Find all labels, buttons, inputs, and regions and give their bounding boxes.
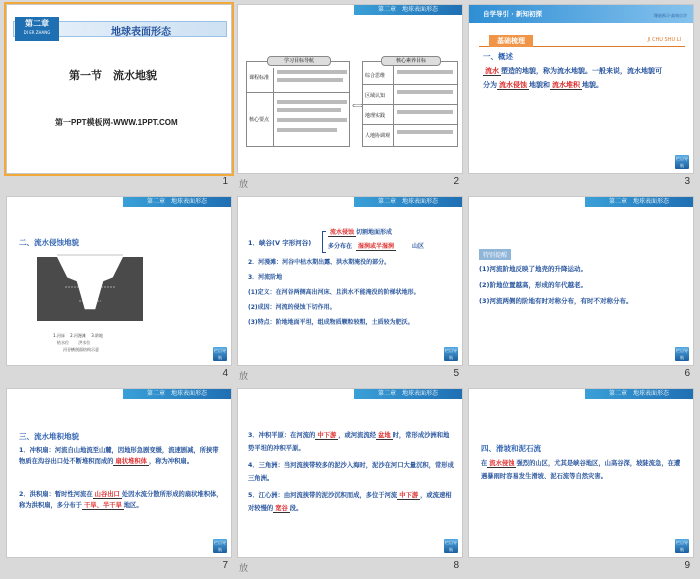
tip-line: (1)河流阶地反映了地壳的升降运动。 (479, 265, 587, 273)
banner-title: 基础梳理 (489, 35, 533, 47)
para-text: 分为 (483, 81, 497, 89)
canyon-line-1 (328, 227, 392, 239)
slide-thumb-5[interactable] (237, 196, 463, 387)
para-text: 多分布在 (328, 243, 353, 250)
slide-thumb-1[interactable] (6, 4, 232, 195)
diagram-caption: 河谷横剖面结构示意 (63, 347, 99, 352)
header-left: 自学导引 · 新知初探 (483, 10, 542, 18)
slide-4[interactable] (6, 196, 232, 366)
terrace-definition: (1)定义：在河谷两侧高出河床、且洪水不能淹没的阶梯状地形。 (248, 289, 420, 296)
para-delta: 4．三角洲：当河流挟带较多的泥沙入海时，泥沙在河口大量沉积，常形成三角洲。 (248, 462, 454, 482)
nav-button[interactable]: 栏目导航 (676, 156, 688, 168)
para-text: ，或河流流经 (338, 432, 377, 439)
slide-2[interactable] (237, 4, 463, 174)
para-text: 地区。 (123, 502, 143, 509)
blank-answer: 扇状堆积体 (115, 458, 147, 465)
slide-header: 第二章 地球表面形态 (354, 389, 462, 399)
label-low-water: 枯水位 (57, 340, 69, 345)
goal-table-left (246, 58, 350, 147)
footer-watermark: 第一PPT模板网-WWW.1PPT.COM (55, 118, 178, 127)
para-text: 3．冲积平原：在河流的 (248, 432, 316, 439)
animation-icon: 放 (239, 564, 249, 574)
para-text: 1．冲积扇：河流自山地流至山麓，因地形急剧变缓，流速剧减，所挟带物质在沟谷出口处不断堆积而成的 (19, 447, 219, 465)
para-text: 地貌和 (529, 81, 550, 89)
para-text: ，称为冲积扇。 (148, 458, 194, 465)
nav-button[interactable]: 栏目导航 (445, 348, 457, 360)
nav-button[interactable]: 栏目导航 (445, 540, 457, 552)
table-header: 学习目标导航 (267, 56, 331, 66)
diagram-labels (53, 333, 103, 339)
slide-thumb-7[interactable] (6, 388, 232, 579)
slide-9[interactable] (468, 388, 694, 558)
nav-button[interactable]: 栏目导航 (676, 540, 688, 552)
tip-line: (3)河流两侧的阶地有时对称分布，有时不对称分布。 (479, 297, 633, 305)
para-text: 地貌。 (582, 81, 603, 89)
header-right: 课前预习·高效自学 (653, 13, 687, 18)
slide-number: 6 (684, 368, 690, 379)
blank-answer: 湿润或半湿润 (358, 243, 395, 250)
slide-1[interactable] (6, 4, 232, 174)
para-text: 2．洪积扇：暂时性河流在 (19, 491, 93, 498)
banner (479, 35, 685, 47)
slide-thumb-9[interactable] (468, 388, 694, 579)
blank-answer: 流水侵蚀 (330, 229, 355, 236)
para-text: 塑造的地貌，称为流水地貌。一般来说，流水地貌可 (501, 67, 662, 75)
blank-answer: 流水侵蚀 (499, 81, 527, 89)
table-row-label: 课程标准 (249, 75, 270, 81)
para-text: 时，常形成沙洲和地势平坦的冲积平原。 (248, 432, 450, 452)
slide-number: 4 (222, 368, 228, 379)
label-riverbed: 1.河床 (53, 333, 65, 338)
slide-header: 第二章 地球表面形态 (585, 389, 693, 399)
blank-answer: 宽谷 (275, 505, 288, 512)
table-row-label: 综合思维 (365, 73, 386, 79)
slide-3[interactable] (468, 4, 694, 174)
slide-header: 第二章 地球表面形态 (354, 197, 462, 207)
slide-header: 第二章 地球表面形态 (123, 197, 231, 207)
slide-8[interactable] (237, 388, 463, 558)
item-canyon: 1．峡谷(V 字形河谷) (248, 239, 312, 247)
item-terrace: 3．河流阶地 (248, 274, 283, 281)
table-header: 核心素养目标 (381, 56, 441, 66)
para-2 (483, 79, 687, 91)
tip-line: (2)阶地位置越高，形成的年代越老。 (479, 281, 587, 289)
slide-number: 9 (684, 560, 690, 571)
slide-header: 第二章 地球表面形态 (585, 197, 693, 207)
animation-icon: 放 (239, 180, 249, 190)
para-plain (248, 429, 454, 455)
link-arrow: ⟺ (352, 101, 364, 110)
item-floodplain: 2．河漫滩：河谷中枯水期出露、洪水期淹没的部分。 (248, 259, 391, 266)
slide-thumb-6[interactable] (468, 196, 694, 387)
terrace-cause: (2)成因：河流的侵蚀下切作用。 (248, 304, 336, 311)
blank-answer: 中下游 (317, 432, 337, 439)
table-row-label: 地理实践 (365, 113, 386, 119)
slide-number: 3 (684, 176, 690, 187)
slide-6[interactable] (468, 196, 694, 366)
para-hazards (481, 457, 685, 483)
para-text: 强烈的山区，尤其是峡谷地区，山高谷深，坡陡流急，在遭遇暴雨时容易发生滑坡、泥石流等自然灾害。 (481, 460, 681, 480)
slide-number: 8 (453, 560, 459, 571)
para-text: 切割地面形成 (356, 229, 393, 236)
blank-answer: 盆地 (378, 432, 391, 439)
terrace-feature: (3)特点：阶地地面平坦，组成物质颗粒较粗，土质较为肥沃。 (248, 319, 414, 326)
para-1 (483, 65, 687, 77)
blank-answer: 中下游 (399, 492, 419, 499)
slide-5[interactable] (237, 196, 463, 366)
section-heading: 一、概述 (483, 52, 513, 61)
nav-button[interactable]: 栏目导航 (214, 540, 226, 552)
section-heading: 三、流水堆积地貌 (19, 432, 79, 441)
para-text: 段。 (289, 505, 303, 512)
nav-button[interactable]: 栏目导航 (676, 348, 688, 360)
label-terrace: 3.阶地 (91, 333, 104, 338)
brace (322, 231, 326, 253)
slide-header: 第二章 地球表面形态 (123, 389, 231, 399)
slide-number: 2 (453, 176, 459, 187)
slide-thumb-2[interactable] (237, 4, 463, 195)
chapter-badge (15, 17, 59, 41)
table-row-label: 人地协调观 (365, 133, 391, 139)
blank-answer: 干旱、半干旱 (83, 502, 122, 509)
goal-table-right (362, 58, 458, 147)
para-alluvial-fan (19, 445, 223, 467)
valley-diagram (37, 251, 143, 329)
banner-pinyin: JI CHU SHU LI (647, 37, 681, 43)
chapter-label: 第二章 (25, 19, 49, 28)
blank-answer: 流水侵蚀 (489, 460, 515, 467)
para-diluvial-fan (19, 489, 223, 511)
para-island (248, 489, 454, 515)
slide-header: 第二章 地球表面形态 (354, 5, 462, 15)
slide-header-bar (469, 5, 694, 23)
section-heading: 二、流水侵蚀地貌 (19, 238, 79, 247)
slide-number: 7 (222, 560, 228, 571)
slide-number: 1 (222, 176, 228, 187)
section-heading: 四、滑坡和泥石流 (481, 444, 541, 453)
para-text: ，或流速相对较慢的 (248, 492, 452, 512)
slide-thumb-8[interactable] (237, 388, 463, 579)
slide-title: 地球表面形态 (111, 27, 171, 38)
animation-icon: 放 (239, 372, 249, 382)
table-row-label: 区域认知 (365, 93, 386, 99)
nav-button[interactable]: 栏目导航 (214, 348, 226, 360)
blank-answer: 流水 (485, 67, 499, 75)
para-text: 在 (481, 460, 488, 467)
blank-answer: 山谷出口 (94, 491, 120, 498)
slide-thumb-4[interactable] (6, 196, 232, 387)
slide-number: 5 (453, 368, 459, 379)
table-row-label: 核心要点 (249, 117, 270, 123)
blank-answer: 流水堆积 (552, 81, 580, 89)
chapter-en: DI ER ZHANG (23, 30, 51, 35)
tip-tag: 特别提醒 (479, 249, 511, 260)
label-floodplain: 2.河漫滩 (70, 333, 86, 338)
canyon-line-2 (328, 241, 424, 253)
label-high-water: 洪水位 (78, 340, 91, 345)
slide-7[interactable] (6, 388, 232, 558)
slide-thumb-3[interactable] (468, 4, 694, 195)
diagram-legend (57, 340, 90, 346)
para-text: 5．江心洲：由河流挟带的泥沙沉积而成，多位于河流 (248, 492, 398, 499)
para-text: 山区 (412, 243, 425, 250)
para-text: 处因水流分散所形成的扇状堆积体，称为洪积扇，多分布于 (19, 491, 223, 509)
section-title: 第一节 流水地貌 (69, 69, 157, 82)
